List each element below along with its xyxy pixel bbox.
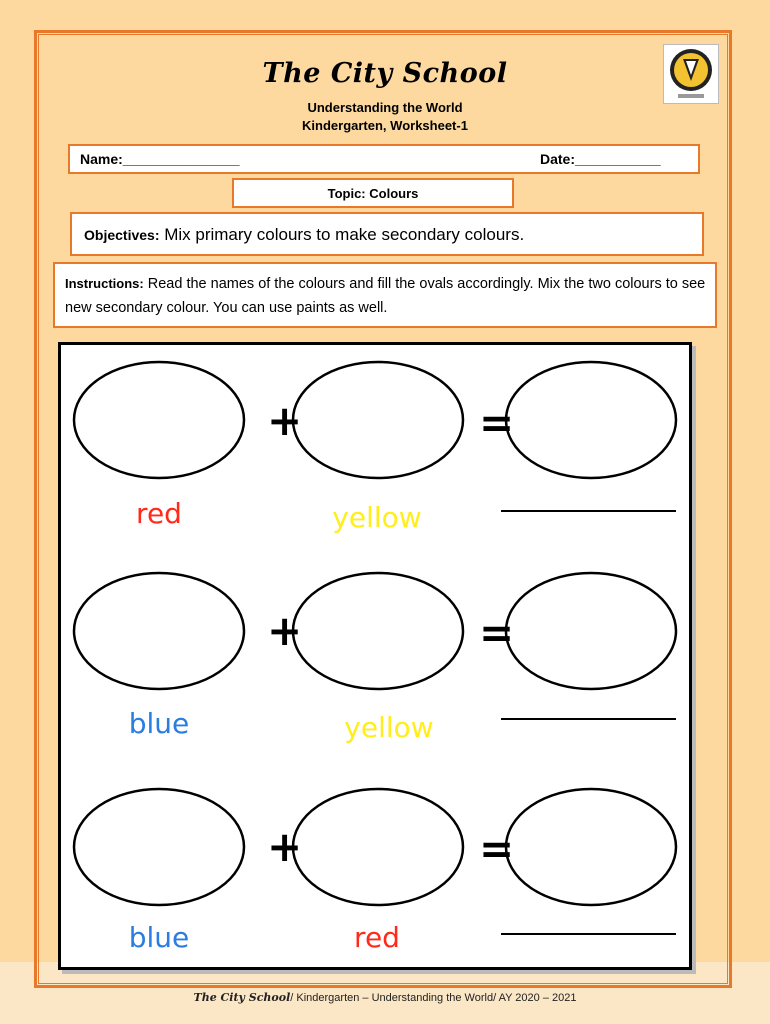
plus-sign-row-3: + — [267, 822, 303, 871]
equals-sign-row-1: = — [479, 398, 515, 447]
worksheet-title: Kindergarten, Worksheet-1 — [302, 118, 468, 133]
objectives-box — [70, 212, 704, 256]
date-field[interactable]: Date:___________ — [540, 151, 661, 167]
page-footer — [0, 991, 770, 1004]
oval-second-row-3[interactable] — [293, 789, 463, 905]
instructions-box — [53, 262, 717, 328]
colour-word-row-1-first: red — [136, 497, 182, 530]
school-crest-icon — [664, 45, 718, 103]
equals-sign-row-3: = — [479, 824, 515, 873]
name-date-box — [68, 144, 700, 174]
oval-first-row-2[interactable] — [74, 573, 244, 689]
activity-drawing — [61, 345, 689, 967]
colour-word-row-3-first: blue — [128, 921, 190, 954]
colour-mixing-activity — [58, 342, 692, 970]
topic-text: Topic: Colours — [327, 186, 419, 201]
objectives-text — [84, 225, 524, 245]
footer-text: / Kindergarten – Understanding the World/ AY 2020 – 2021 — [290, 992, 577, 1004]
oval-result-row-3[interactable] — [506, 789, 676, 905]
subject-title: Understanding the World — [307, 100, 463, 115]
topic-box — [232, 178, 514, 208]
oval-second-row-1[interactable] — [293, 362, 463, 478]
school-title: The City School — [262, 58, 508, 89]
colour-word-row-2-second: yellow — [344, 711, 434, 744]
school-logo — [663, 44, 719, 104]
name-field[interactable]: Name:_______________ — [80, 151, 240, 167]
plus-sign-row-1: + — [267, 396, 303, 445]
equals-sign-row-2: = — [479, 608, 515, 657]
oval-result-row-2[interactable] — [506, 573, 676, 689]
colour-word-row-1-second: yellow — [332, 501, 422, 534]
oval-second-row-2[interactable] — [293, 573, 463, 689]
footer-brand: The City School — [193, 991, 291, 1004]
objectives-body: Mix primary colours to make secondary colours. — [159, 225, 525, 244]
oval-result-row-1[interactable] — [506, 362, 676, 478]
oval-first-row-3[interactable] — [74, 789, 244, 905]
objectives-label: Objectives: — [84, 227, 160, 243]
instructions-label: Instructions: — [65, 276, 144, 291]
colour-word-row-2-first: blue — [128, 707, 190, 740]
colour-word-row-3-second: red — [354, 921, 400, 954]
instructions-text — [65, 272, 709, 320]
instructions-body: Read the names of the colours and fill the ovals accordingly. Mix the two colours to see new secondary colour. You can use paints as well. — [65, 276, 706, 316]
oval-first-row-1[interactable] — [74, 362, 244, 478]
plus-sign-row-2: + — [267, 606, 303, 655]
